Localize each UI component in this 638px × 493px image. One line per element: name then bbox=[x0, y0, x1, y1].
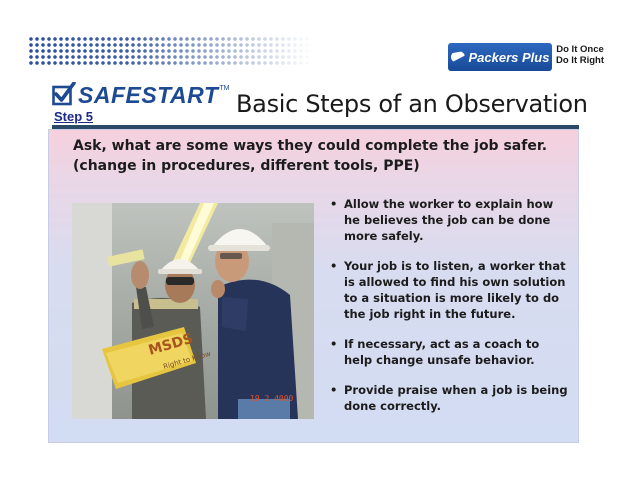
swoosh-icon bbox=[451, 51, 465, 63]
packers-plus-logo-text: Packers Plus bbox=[468, 49, 550, 65]
slide-title: Basic Steps of an Observation bbox=[236, 90, 588, 118]
bullet-item: • If necessary, act as a coach to help change unsafe behavior. bbox=[330, 336, 570, 368]
booklet-title: MSDS bbox=[146, 330, 196, 359]
trademark-mark: TM bbox=[219, 85, 230, 92]
workers-photo bbox=[72, 203, 314, 419]
guidance-bullet-list bbox=[330, 196, 570, 428]
tagline-line-1: Do It Once bbox=[556, 44, 604, 55]
bullet-item: • Your job is to listen, a worker that is allowed to find his own solution to a situation is more likely to do the job right in the future. bbox=[330, 258, 570, 322]
tagline-line-2: Do It Right bbox=[556, 55, 605, 66]
photo-timestamp: 19 2 4000 bbox=[250, 394, 294, 403]
company-tagline bbox=[556, 44, 604, 66]
header-dot-pattern bbox=[28, 36, 313, 66]
bullet-item: • Allow the worker to explain how he believes the job can be done more safely. bbox=[330, 196, 570, 244]
workers-photo-illustration bbox=[72, 203, 314, 419]
step-label: Step 5 bbox=[54, 109, 94, 124]
observation-question: Ask, what are some ways they could complete the job safer. (change in procedures, different tools, PPE) bbox=[73, 138, 548, 174]
bullet-item: • Provide praise when a job is being done correctly. bbox=[330, 382, 570, 414]
safestart-logo bbox=[52, 82, 230, 108]
safestart-logo-text: SAFESTART bbox=[78, 82, 219, 108]
checkbox-check-icon bbox=[52, 82, 76, 106]
booklet-subtitle: Right to Know bbox=[162, 349, 212, 371]
packers-plus-logo bbox=[448, 43, 552, 71]
